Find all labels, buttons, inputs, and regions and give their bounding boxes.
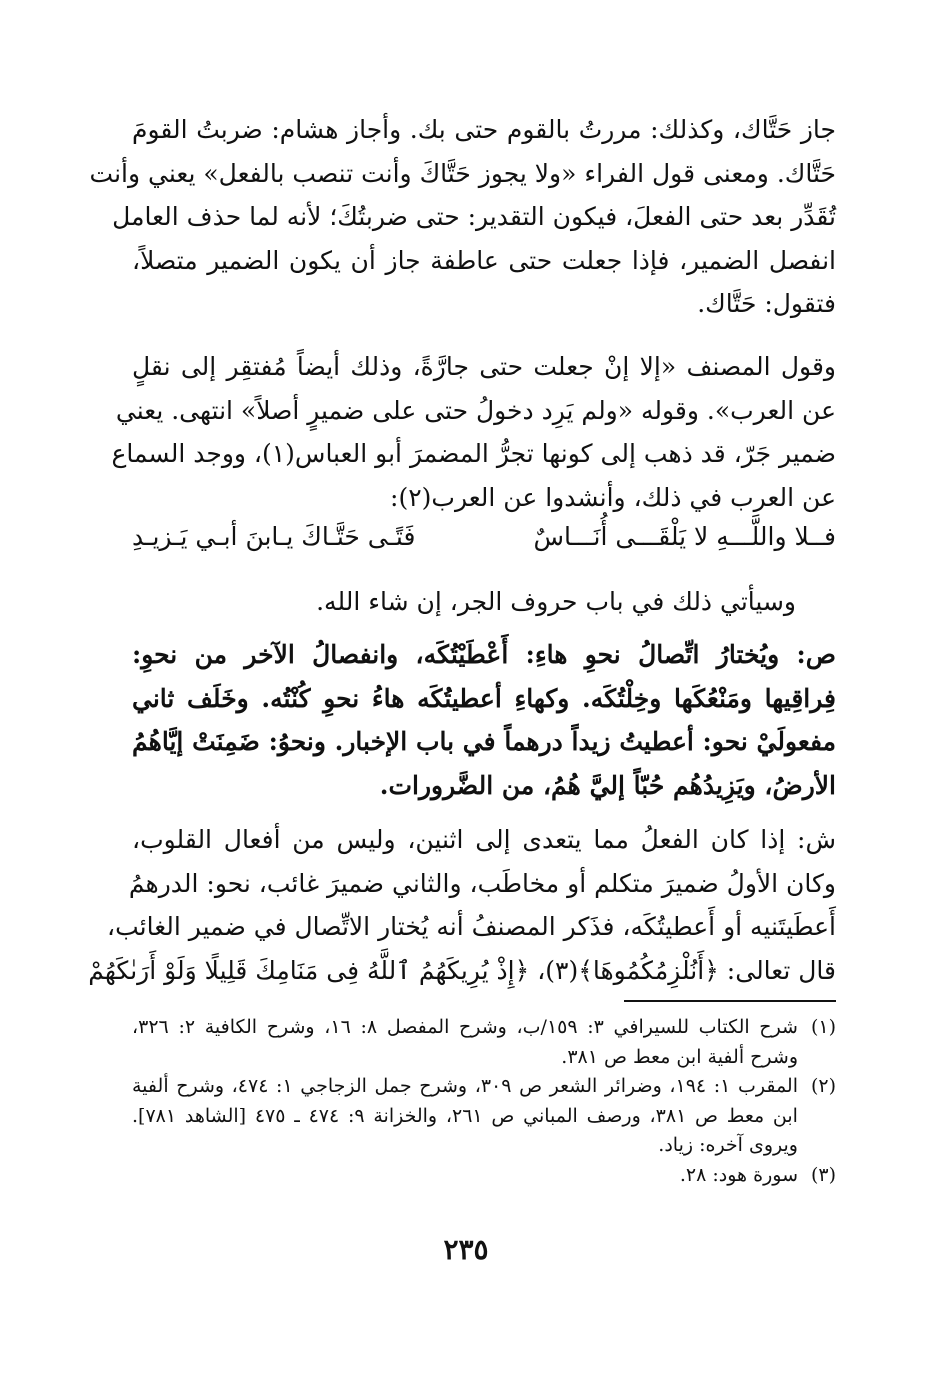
paragraph-sharh [88,818,836,992]
verse-second-hemistich: فَتًـى حَتَّـاكَ يـابنَ أبـي يَـزيـدِ [132,522,416,551]
footnote-number: (٣) [810,1163,836,1186]
text-line: مفعولَيْ نحو: أعطيتُ زيداً درهماً في باب الإخبار. ونحوُ: ضَمِنَتْ إيَّاهُمُ [132,727,836,756]
text-line: ضمير جَرّ، قد ذهب إلى كونها تجرُّ المضمرَ أبو العباس(١)، ووجد السماع [111,439,836,468]
text-line: فِراقِيها ومَنْعُكَها وخِلْتُكَه. وكهاءِ أعطيتُكَه هاءُ نحوِ كُنْتُه. وخَلَف ثاني [132,683,836,713]
paragraph-1 [89,108,836,326]
text-line: فتقول: حَتَّاك. [697,289,836,318]
footnote-line: ويروى آخره: زياد. [658,1134,798,1156]
footnote-number: (١) [810,1016,836,1038]
text-line: جاز حَتَّاك، وكذلك: مررتُ بالقوم حتى بك. وأجاز هشام: ضربتُ القومَ [132,115,836,144]
page-number: ٢٣٥ [443,1233,489,1266]
footnote-line: وشرح ألفية ابن معط ص ٣٨١. [561,1045,798,1068]
poetry-verse [132,522,836,551]
footnote-2 [132,1072,836,1161]
text-line: عن العرب». وقوله «ولم يَرِد دخولُ حتى على ضميرٍ أصلاً» انتهى. يعني [115,395,836,425]
text-line: حَتَّاك. ومعنى قول الفراء «ولا يجوز حَتَّاكَ وأنت تنصب بالفعل» يعني وأنت [89,158,836,188]
text-line: عن العرب في ذلك، وأنشدوا عن العرب(٢): [390,482,836,512]
footnotes [132,1013,836,1190]
text-line: الأرضُ، ويَزِيدُهُم حُبّاً إليَّ هُمُ، من الضَّرورات. [379,770,836,800]
text-line: وسيأتي ذلك في باب حروف الجر، إن شاء الله. [316,587,796,616]
text-line: انفصل الضمير، فإذا جعلت حتى عاطفة جاز أن يكون الضمير متصلاً، [132,245,836,275]
footnote-line: سورة هود: ٢٨. [679,1163,798,1186]
footnote-1 [132,1013,836,1072]
verse-first-hemistich: فــلا واللَّـــهِ لا يَلْقَـــى أُنَـــاسٌ [533,522,836,551]
text-line: وكان الأولُ ضميرَ متكلم أو مخاطَب، والثاني ضميرَ غائب، نحو: الدرهمُ [128,868,836,898]
text-line: قال تعالى: ﴿أَنُلْزِمُكُمُوهَا﴾(٣)، ﴿إِذْ يُرِيكَهُمُ ٱللَّهُ فِى مَنَامِكَ قَلِيلًا وَلَوْ أَرَىٰكَهُمْ [88,955,836,985]
footnote-3 [132,1161,836,1191]
text-line: وقول المصنف «إلا إنْ جعلت حتى جارَّةً، وذلك أيضاً مُفتقِر إلى نقلٍ [132,352,836,381]
text-line: ص: ويُختارُ اتِّصالُ نحوِ هاءِ: أَعْطَيْتُكَه، وانفصالُ الآخر من نحوِ: [132,640,836,669]
text-line: تُقَدِّر بعد حتى الفعلَ، فيكون التقدير: حتى ضربتُكَ؛ لأنه لما حذف العامل [112,202,836,231]
text-line: ش: إذا كان الفعلُ مما يتعدى إلى اثنين، وليس من أفعال القلوب، [132,825,836,854]
footnote-number: (٢) [810,1075,836,1097]
paragraph-2 [111,345,836,519]
footnote-line: شرح الكتاب للسيرافي ٣: ١٥٩/ب، وشرح المفصل ٨: ١٦، وشرح الكافية ٢: ٣٢٦، [132,1016,798,1038]
footnote-line: ابن معط ص ٣٨١، ورصف المباني ص ٢٦١، والخزانة ٩: ٤٧٤ ـ ٤٧٥ [الشاهد ٧٨١]. [132,1104,798,1127]
footnote-separator [624,1000,836,1002]
footnote-line: المقرب ١: ١٩٤، وضرائر الشعر ص ٣٠٩، وشرح جمل الزجاجي ١: ٤٧٤، وشرح ألفية [132,1075,798,1097]
text-line: أَعطَيتَنيه أو أَعطيتُكَه، فذَكر المصنفُ أنه يُختار الاتِّصال في ضمير الغائب، [107,912,836,941]
paragraph-3 [132,580,836,624]
paragraph-matn [132,633,836,807]
